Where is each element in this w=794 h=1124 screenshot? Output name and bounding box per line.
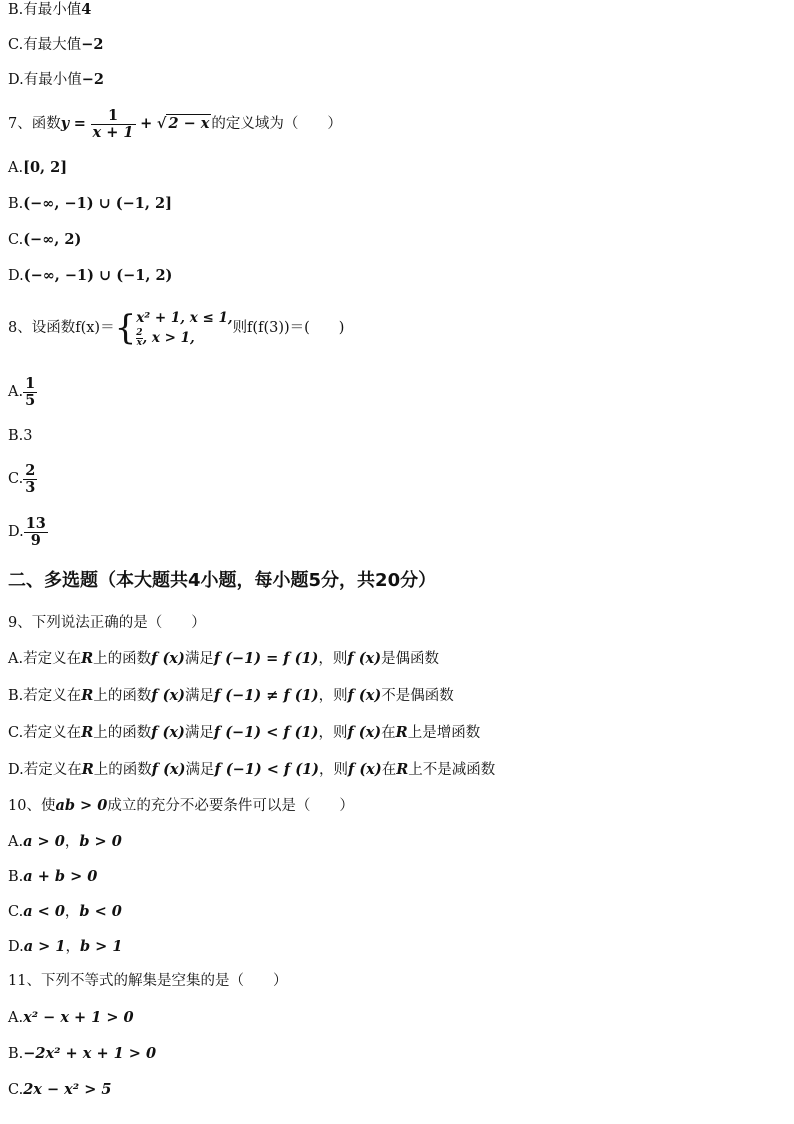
math-expr: f (x) [151,761,186,778]
option-text: 上的函数 [93,651,152,667]
option-value: 4 [81,1,92,18]
option-text: 上不是减函数 [408,762,496,778]
q10-option-c [8,902,122,922]
q9-option-d [8,760,495,780]
option-prefix: A. [8,384,24,400]
sqrt-expression [157,104,212,144]
q9-stem: 9、下列说法正确的是（ ） [8,615,206,631]
option-value: (−∞, −1) ∪ (−1, 2) [23,267,173,284]
option-text: 满足 [185,762,215,778]
question-text: 成立的充分不必要条件可以是（ ） [107,798,354,814]
math-expr: a + b > 0 [23,868,98,885]
option-prefix: D. [8,268,24,284]
section-title: 二、多选题（本大题共4小题，每小题5分，共20分） [8,570,437,591]
option-value: −2 [81,36,104,53]
option-prefix: D. [8,524,24,540]
fraction [91,108,136,141]
q8-option-c [8,459,37,499]
option-text: ，则 [318,725,348,741]
q11-option-a [8,1008,134,1028]
option-text: 是偶函数 [381,651,440,667]
option-text: ，则 [318,688,348,704]
q9-option-a [8,649,439,669]
q11-option-b [8,1044,156,1064]
option-text: 满足 [184,725,214,741]
math-expr: −2x² + x + 1 > 0 [23,1045,157,1062]
fraction [24,516,48,549]
question-label: 10、使 [8,798,56,814]
separator: ， [65,939,80,955]
q6-option-d [8,70,104,90]
q8-stem [8,304,344,352]
q10-option-b [8,867,97,887]
option-text: 满足 [184,651,214,667]
q8-option-d [8,512,48,552]
math-op: = [73,115,86,132]
option-value: (−∞, −1) ∪ (−1, 2] [23,195,172,212]
q10-option-a [8,832,122,852]
q11-stem: 11、下列不等式的解集是空集的是（ ） [8,973,288,989]
q11-option-c [8,1080,112,1100]
math-expr: f (x) [348,761,382,778]
q6-option-b [8,0,91,20]
option-text: ，则 [318,651,348,667]
q8-option-b [8,426,33,446]
option-text: 上的函数 [93,688,152,704]
option-text: 有最大值 [23,37,82,53]
fraction-denominator: 3 [25,478,36,496]
option-value: −2 [81,71,104,88]
math-expr: ab > 0 [55,797,108,814]
option-prefix: A. [8,1010,24,1026]
option-value: 3 [23,428,33,444]
option-prefix: B. [8,196,24,212]
math-var: R [81,650,94,667]
option-prefix: B. [8,2,24,18]
option-text: 在 [381,725,396,741]
math-expr: 2x − x² > 5 [23,1081,112,1098]
option-prefix: D. [8,939,24,955]
math-expr: a < 0 [23,903,65,920]
q7-stem [8,104,342,144]
sqrt-body: 2 − x [168,115,210,132]
fraction-denominator: x + 1 [92,123,134,141]
fraction-denominator: 9 [24,532,48,549]
math-expr: f (−1) < f (1) [214,761,320,778]
math-expr: a > 1 [23,938,66,955]
option-prefix: B. [8,428,24,444]
case-2 [136,328,232,348]
option-text: C.若定义在 [8,725,82,741]
math-var: R [81,687,94,704]
fraction-denominator: x [136,338,143,348]
fraction-numerator: 2 [25,461,36,479]
math-expr: b > 0 [79,833,122,850]
left-brace-icon: { [114,308,137,348]
math-expr: f (x) [347,724,382,741]
option-prefix: A. [8,160,24,176]
math-expr: f (x) [151,650,185,667]
option-prefix: C. [8,471,24,487]
option-text: 上的函数 [93,762,152,778]
option-text: ，则 [319,762,349,778]
q10-option-d [8,937,122,957]
option-text: 在 [381,762,397,778]
math-expr: f (−1) ≠ f (1) [213,687,319,704]
math-expr: b < 0 [79,903,122,920]
q6-option-c [8,35,103,55]
q9-option-b [8,686,454,706]
option-text: 上的函数 [93,725,152,741]
math-var: R [396,761,409,778]
math-expr: f (x) [347,650,382,667]
option-text: 满足 [184,688,214,704]
fraction-numerator: 1 [107,106,119,124]
option-text: 有最小值 [23,2,82,18]
cases [136,308,232,348]
option-text: 有最小值 [23,72,82,88]
question-label: 8、设函数f(x)＝ [8,320,115,336]
fraction-denominator: 5 [25,391,36,409]
fraction-numerator: 1 [25,374,36,392]
option-text: B.若定义在 [8,688,82,704]
option-text: A.若定义在 [8,651,82,667]
option-prefix: D. [8,72,24,88]
q7-option-b [8,194,172,214]
math-var: y [60,115,70,132]
q7-option-a [8,158,67,178]
math-var: R [81,724,94,741]
math-expr: b > 1 [79,938,123,955]
piecewise-function [115,304,233,352]
math-expr: f (x) [151,724,185,741]
q7-option-d [8,266,172,286]
fraction-numerator: 2 [136,328,143,338]
option-prefix: C. [8,904,24,920]
sqrt-icon: √ [156,115,167,132]
q9-option-c [8,723,480,743]
option-value: [0, 2] [23,159,68,176]
option-prefix: C. [8,37,24,53]
case-1: x² + 1, x ≤ 1, [136,310,233,326]
math-expr: f (x) [347,687,382,704]
option-value: (−∞, 2) [23,231,82,248]
question-text: 则f(f(3))＝( ) [232,320,345,336]
case-2-condition: , x > 1, [142,330,195,346]
math-var: R [395,724,408,741]
option-text: D.若定义在 [8,762,82,778]
math-expr: f (−1) = f (1) [213,650,319,667]
question-label: 7、函数 [8,116,61,132]
fraction-numerator: 13 [25,514,46,532]
option-prefix: B. [8,869,24,885]
question-text: 的定义域为（ ） [211,116,342,132]
math-op: + [140,115,153,132]
math-var: R [81,761,94,778]
math-expr: x² − x + 1 > 0 [23,1009,134,1026]
math-expr: a > 0 [23,833,65,850]
option-prefix: B. [8,1046,24,1062]
option-prefix: C. [8,232,24,248]
option-prefix: A. [8,834,24,850]
fraction [23,463,37,496]
option-text: 不是偶函数 [381,688,454,704]
math-expr: f (−1) < f (1) [213,724,319,741]
option-text: 上是增函数 [407,725,481,741]
q7-option-c [8,230,81,250]
q10-stem [8,796,354,816]
option-prefix: C. [8,1082,24,1098]
fraction [23,376,37,409]
q8-option-a [8,372,37,412]
separator: ， [64,834,80,850]
math-expr: f (x) [151,687,185,704]
separator: ， [64,904,80,920]
